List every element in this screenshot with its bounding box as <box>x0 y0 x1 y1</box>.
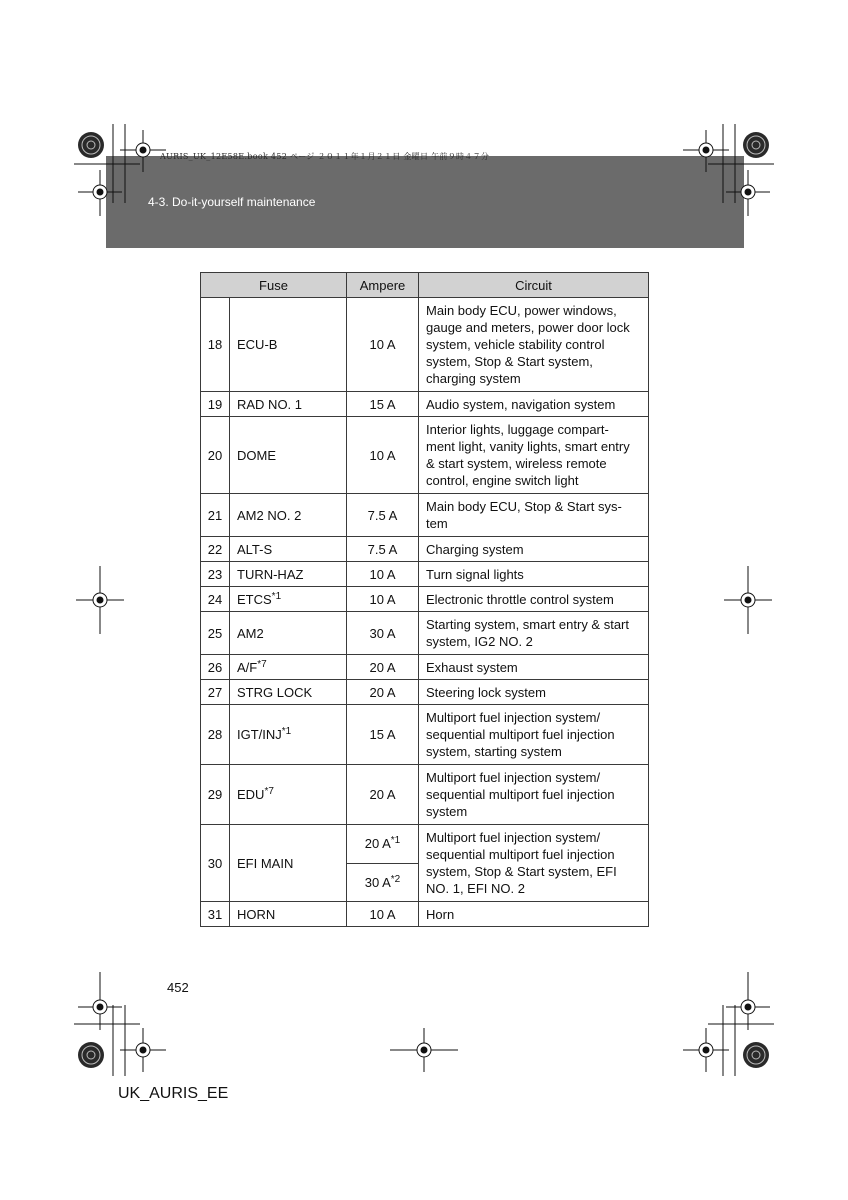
fuse-ampere: 10 A <box>347 902 419 927</box>
fuse-circuit <box>419 680 649 705</box>
fuse-name <box>230 705 347 765</box>
fuse-ampere: 10 A <box>347 587 419 612</box>
table-header-row <box>201 273 649 298</box>
registration-target <box>683 1028 729 1072</box>
circuit-line: & start system, wireless remote <box>426 456 607 471</box>
footnote-marker: *2 <box>390 873 401 885</box>
fuse-circuit <box>419 562 649 587</box>
table-row <box>201 417 649 494</box>
fuse-number: 23 <box>201 562 230 587</box>
circuit-line: charging system <box>426 371 521 386</box>
circuit-line: gauge and meters, power door lock <box>426 320 630 335</box>
fuse-ampere-text: 30 A <box>364 874 391 890</box>
table-row <box>201 587 649 612</box>
fuse-number: 20 <box>201 417 230 494</box>
registration-target <box>76 566 124 634</box>
fuse-name: AM2 <box>230 612 347 655</box>
registration-target <box>120 1028 166 1072</box>
footnote-marker: *1 <box>281 726 292 737</box>
table-row <box>201 765 649 825</box>
table-row <box>201 902 649 927</box>
fuse-name: TURN-HAZ <box>230 562 347 587</box>
footnote-marker: *1 <box>390 835 401 847</box>
circuit-line: Turn signal lights <box>426 566 524 582</box>
fuse-name-text: EDU <box>237 787 265 802</box>
registration-target <box>726 972 770 1030</box>
circuit-line: Multiport fuel injection system/ <box>426 710 601 725</box>
circuit-line: system, Stop & Start system, <box>426 354 593 369</box>
fuse-circuit <box>419 705 649 765</box>
fuse-number: 22 <box>201 537 230 562</box>
fuse-name: DOME <box>230 417 347 494</box>
fuse-number: 25 <box>201 612 230 655</box>
fuse-number: 21 <box>201 494 230 537</box>
header-ampere: Ampere <box>347 273 419 298</box>
circuit-line: ment light, vanity lights, smart entry <box>426 439 630 454</box>
circuit-line: Electronic throttle control system <box>426 591 614 607</box>
fuse-table <box>200 272 649 927</box>
fuse-name: EFI MAIN <box>230 825 347 902</box>
fuse-number: 26 <box>201 655 230 680</box>
color-wheel-mark <box>78 1042 104 1068</box>
fuse-number: 18 <box>201 298 230 392</box>
circuit-line: Steering lock system <box>426 684 546 700</box>
fuse-ampere: 7.5 A <box>347 537 419 562</box>
fuse-name <box>230 587 347 612</box>
circuit-line: system, Stop & Start system, EFI <box>426 864 617 879</box>
fuse-circuit <box>419 392 649 417</box>
color-wheel-mark <box>743 132 769 158</box>
fuse-number: 27 <box>201 680 230 705</box>
circuit-line: Audio system, navigation system <box>426 396 616 412</box>
fuse-circuit <box>419 825 649 902</box>
circuit-line: system <box>426 804 468 819</box>
fuse-number: 24 <box>201 587 230 612</box>
fuse-circuit <box>419 655 649 680</box>
registration-target <box>724 566 772 634</box>
fuse-ampere <box>347 825 419 864</box>
fuse-circuit <box>419 417 649 494</box>
table-row <box>201 680 649 705</box>
fuse-number: 19 <box>201 392 230 417</box>
fuse-name <box>230 765 347 825</box>
table-row <box>201 392 649 417</box>
fuse-ampere: 15 A <box>347 392 419 417</box>
fuse-ampere: 10 A <box>347 298 419 392</box>
fuse-number: 31 <box>201 902 230 927</box>
table-row <box>201 562 649 587</box>
fuse-circuit <box>419 612 649 655</box>
circuit-line: NO. 1, EFI NO. 2 <box>426 881 525 896</box>
fuse-number: 29 <box>201 765 230 825</box>
table-row <box>201 705 649 765</box>
header-circuit: Circuit <box>419 273 649 298</box>
fuse-name-text: ETCS <box>237 591 272 607</box>
footnote-marker: *7 <box>264 786 274 797</box>
fuse-ampere: 30 A <box>347 612 419 655</box>
fuse-circuit <box>419 765 649 825</box>
circuit-line: sequential multiport fuel injection <box>426 847 615 862</box>
circuit-line: Starting system, smart entry & start <box>426 617 629 632</box>
page-number: 452 <box>167 980 189 995</box>
fuse-circuit <box>419 587 649 612</box>
fuse-circuit <box>419 494 649 537</box>
circuit-line: Multiport fuel injection system/ <box>426 770 601 785</box>
fuse-name-text: IGT/INJ <box>237 727 282 742</box>
circuit-line: tem <box>426 516 448 531</box>
fuse-circuit <box>419 537 649 562</box>
fuse-ampere: 7.5 A <box>347 494 419 537</box>
circuit-line: system, starting system <box>426 744 562 759</box>
fuse-ampere: 20 A <box>347 655 419 680</box>
fuse-circuit <box>419 298 649 392</box>
fuse-number: 28 <box>201 705 230 765</box>
fuse-ampere: 10 A <box>347 562 419 587</box>
color-wheel-mark <box>78 132 104 158</box>
circuit-line: sequential multiport fuel injection <box>426 727 615 742</box>
fuse-name: ALT-S <box>230 537 347 562</box>
registration-target <box>78 972 122 1030</box>
fuse-name: RAD NO. 1 <box>230 392 347 417</box>
fuse-number: 30 <box>201 825 230 902</box>
circuit-line: Interior lights, luggage compart- <box>426 422 609 437</box>
table-row <box>201 825 649 864</box>
circuit-line: control, engine switch light <box>426 473 579 488</box>
circuit-line: sequential multiport fuel injection <box>426 787 615 802</box>
table-row <box>201 655 649 680</box>
fuse-circuit <box>419 902 649 927</box>
fuse-ampere: 10 A <box>347 417 419 494</box>
circuit-line: Main body ECU, power windows, <box>426 303 617 318</box>
color-wheel-mark <box>743 1042 769 1068</box>
header-fuse: Fuse <box>201 273 347 298</box>
table-row <box>201 494 649 537</box>
circuit-line: Horn <box>426 906 455 922</box>
fuse-name: HORN <box>230 902 347 927</box>
section-title: 4-3. Do-it-yourself maintenance <box>148 195 316 209</box>
fuse-ampere: 20 A <box>347 765 419 825</box>
fuse-name-text: A/F <box>237 659 258 675</box>
circuit-line: Main body ECU, Stop & Start sys- <box>426 499 622 514</box>
footnote-marker: *1 <box>271 590 282 602</box>
registration-target <box>390 1028 458 1072</box>
fuse-ampere <box>347 863 419 902</box>
circuit-line: system, IG2 NO. 2 <box>426 634 533 649</box>
table-row <box>201 612 649 655</box>
table-row <box>201 537 649 562</box>
circuit-line: Multiport fuel injection system/ <box>426 830 601 845</box>
print-info: AURIS_UK_12E58E.book 452 ページ ２０１１年１月２１日 金曜日 午前９時４７分 <box>160 152 490 161</box>
footnote-marker: *7 <box>257 658 267 670</box>
fuse-ampere: 20 A <box>347 680 419 705</box>
circuit-line: Charging system <box>426 541 524 557</box>
fuse-name: ECU-B <box>230 298 347 392</box>
fuse-name: STRG LOCK <box>230 680 347 705</box>
table-row <box>201 298 649 392</box>
footer-code: UK_AURIS_EE <box>118 1085 229 1102</box>
fuse-ampere-text: 20 A <box>364 836 391 852</box>
circuit-line: Exhaust system <box>426 659 518 675</box>
circuit-line: system, vehicle stability control <box>426 337 605 352</box>
fuse-name: AM2 NO. 2 <box>230 494 347 537</box>
fuse-ampere: 15 A <box>347 705 419 765</box>
fuse-name <box>230 655 347 680</box>
